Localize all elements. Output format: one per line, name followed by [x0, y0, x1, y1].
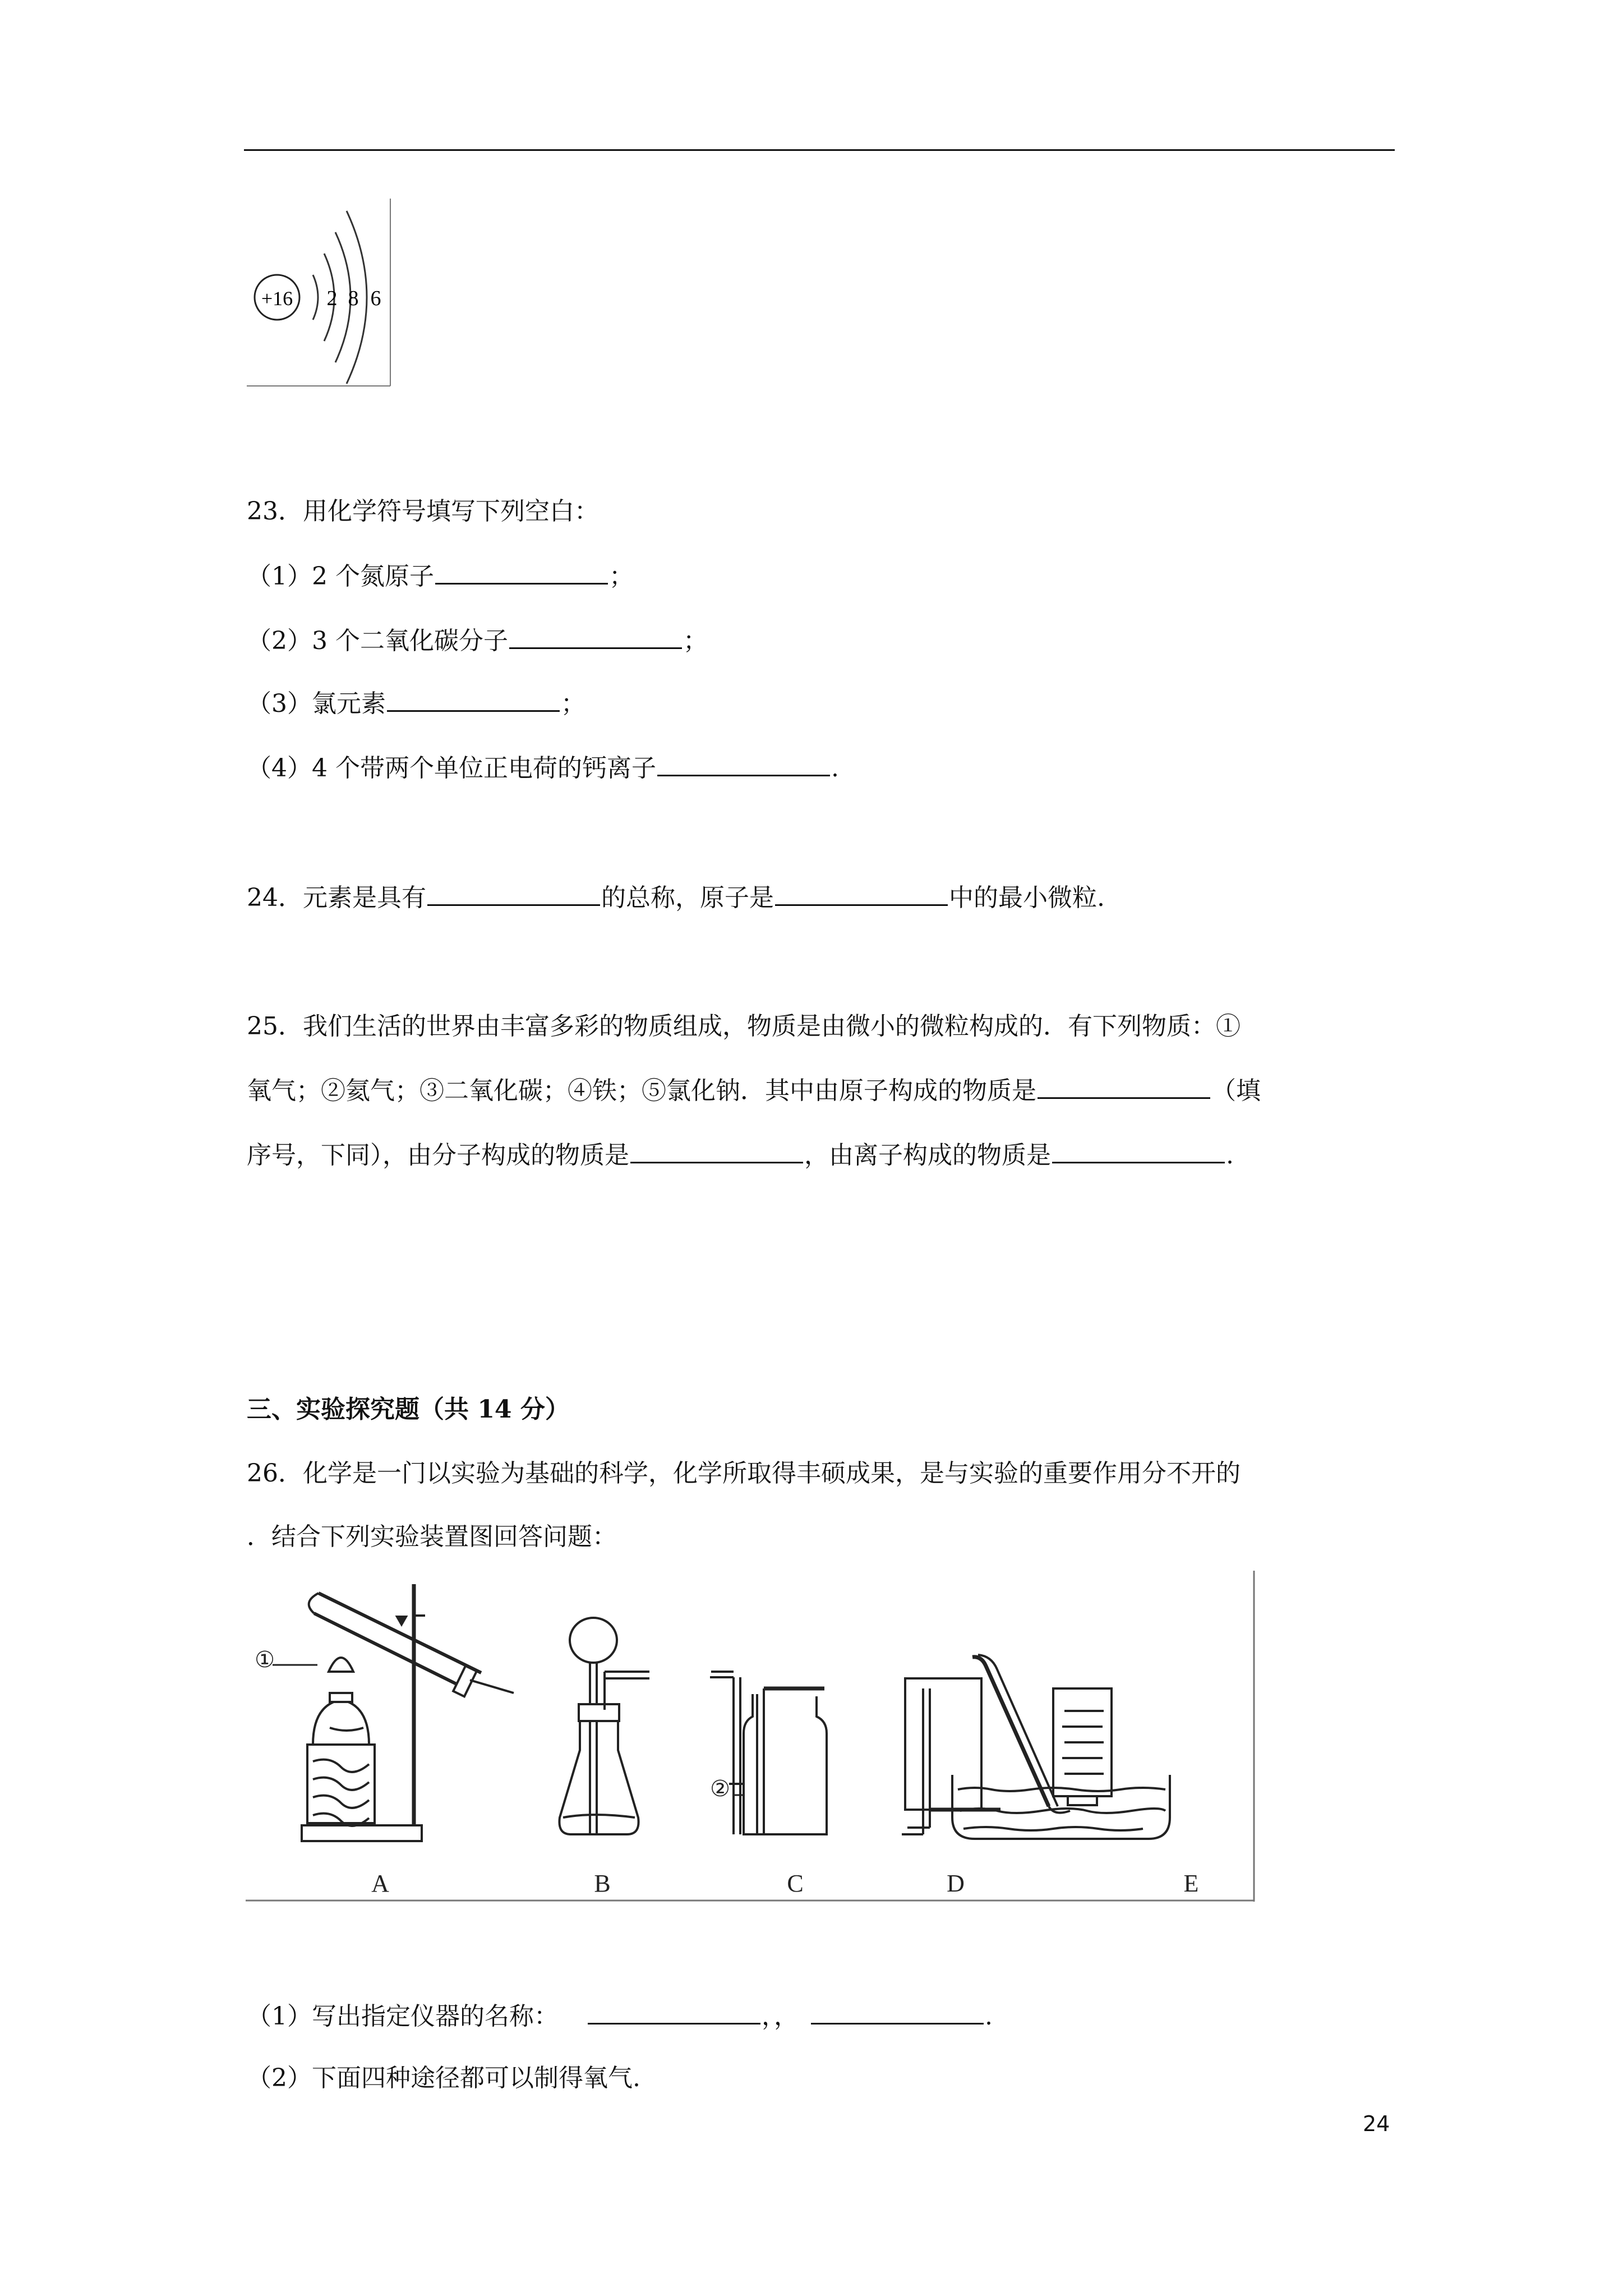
nucleus-label: +16 [261, 287, 293, 310]
answer-blank[interactable] [1052, 1137, 1225, 1163]
apparatus-c [710, 1672, 827, 1834]
q23-part3-end: ； [561, 689, 585, 718]
answer-blank[interactable] [1038, 1073, 1210, 1099]
answer-blank[interactable] [509, 623, 682, 649]
q23-stem: 23．用化学符号填写下列空白： [247, 497, 599, 526]
shell-arc-1 [313, 275, 318, 320]
q23-part3 [247, 685, 585, 721]
q26-line1: 26．化学是一门以实验为基础的科学，化学所取得丰硕成果，是与实验的重要作用分不开的 [247, 1459, 1241, 1488]
marker-2: ② [710, 1776, 730, 1802]
q23-part3-text: （3）氯元素 [247, 689, 386, 718]
q24-text-mid: 的总称，原子是 [601, 884, 774, 912]
q23-part2-text: （2）3 个二氧化碳分子 [247, 627, 508, 655]
q25-line3-end: . [1226, 1141, 1234, 1170]
label-e: E [1183, 1870, 1199, 1897]
atom-structure-diagram [246, 197, 391, 387]
answer-blank[interactable] [630, 1137, 803, 1163]
q23-part1 [247, 558, 634, 593]
answer-blank[interactable] [657, 750, 830, 776]
shell-electrons-3: 6 [370, 287, 381, 310]
answer-blank[interactable] [387, 685, 560, 712]
q25-line2-end: （填 [1211, 1076, 1261, 1105]
label-b: B [594, 1870, 611, 1897]
label-a: A [371, 1870, 389, 1897]
apparatus-figure [246, 1571, 1255, 1902]
q23-part4-end: . [831, 754, 839, 783]
q23-part1-text: （1）2 个氮原子 [247, 562, 434, 591]
apparatus-a [302, 1584, 514, 1841]
q26-part1 [247, 1998, 993, 2033]
marker-1: ① [255, 1647, 275, 1673]
q24-text-start: 24．元素是具有 [247, 884, 426, 912]
q25-line3-text: 序号，下同），由分子构成的物质是 [247, 1141, 629, 1170]
q25-line2-text: 氧气；②氦气；③二氧化碳；④铁；⑤氯化钠．其中由原子构成的物质是 [247, 1076, 1036, 1105]
q25-line1: 25．我们生活的世界由丰富多彩的物质组成，物质是由微小的微粒构成的．有下列物质：① [247, 1012, 1241, 1041]
q25-line3-mid: ，由离子构成的物质是 [804, 1141, 1051, 1170]
label-d: D [947, 1870, 965, 1897]
q26-part1-text: （1）写出指定仪器的名称： [247, 2002, 559, 2031]
q26-part1-sep: ，， [762, 2002, 799, 2031]
answer-blank[interactable] [811, 1998, 984, 2024]
q24 [247, 880, 1105, 915]
q26-part1-end: . [985, 2002, 993, 2031]
answer-blank[interactable] [588, 1998, 760, 2024]
q25-line3 [247, 1137, 1234, 1172]
q25-line2 [247, 1073, 1261, 1108]
label-c: C [787, 1870, 804, 1897]
q23-part2-end: ； [683, 627, 708, 655]
apparatus-b [559, 1618, 649, 1834]
q23-part4-text: （4）4 个带两个单位正电荷的钙离子 [247, 754, 656, 783]
header-rule [244, 149, 1395, 151]
page-number: 24 [1363, 2111, 1390, 2136]
q26-part2: （2）下面四种途径都可以制得氧气. [247, 2064, 640, 2092]
shell-electrons-1: 2 [326, 287, 338, 310]
section-title: 三、实验探究题（共 14 分） [247, 1395, 570, 1424]
shell-electrons-2: 8 [348, 287, 359, 310]
answer-blank[interactable] [775, 880, 948, 906]
q26-line2: ．结合下列实验装置图回答问题： [247, 1522, 617, 1551]
q23-part4 [247, 750, 839, 785]
q24-text-end: 中的最小微粒. [949, 884, 1105, 912]
q23-part2 [247, 623, 708, 658]
answer-blank[interactable] [427, 880, 600, 906]
answer-blank[interactable] [435, 558, 608, 585]
q23-part1-end: ； [608, 562, 634, 591]
